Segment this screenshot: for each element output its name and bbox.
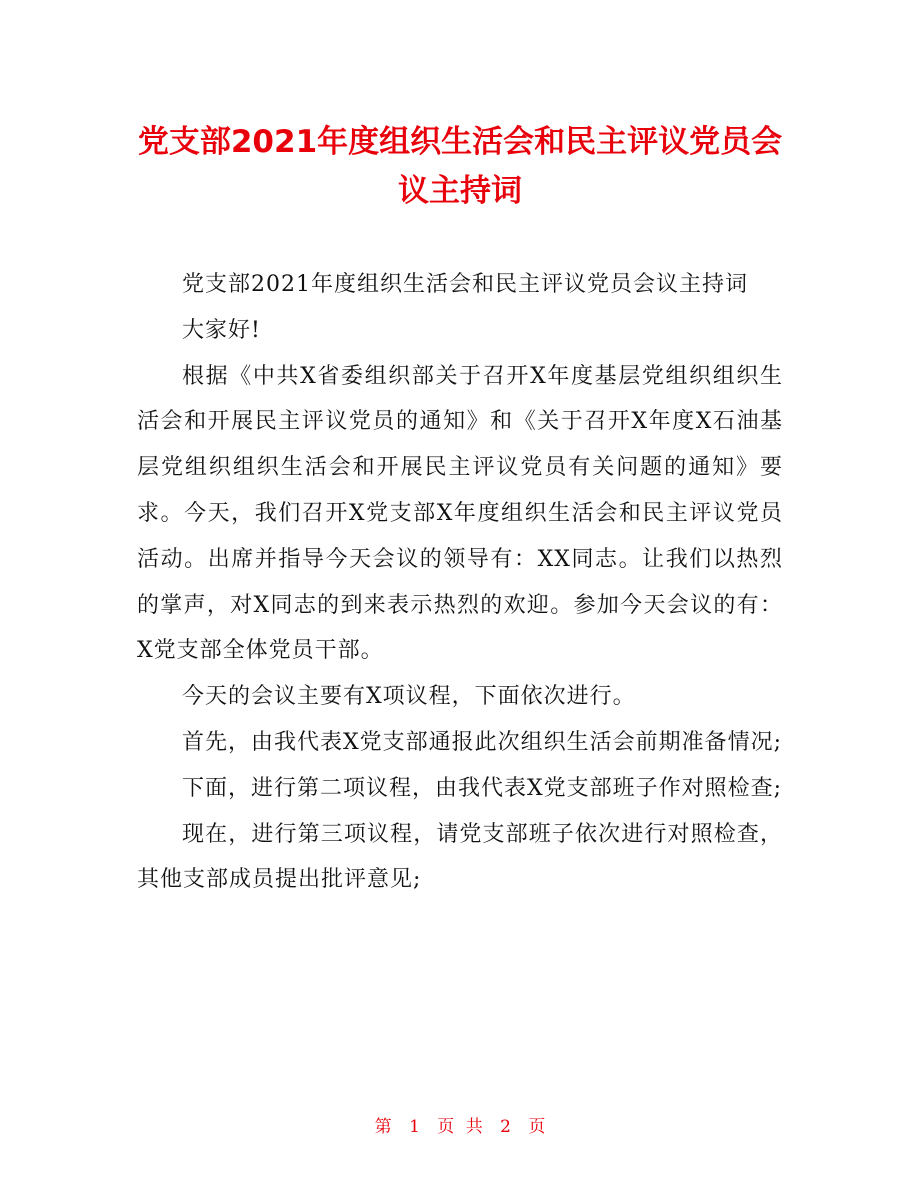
page-label-mid: 页 共 [437, 1117, 483, 1137]
current-page-number: 1 [409, 1117, 420, 1137]
paragraph-agenda-item-3: 现在，进行第三项议程，请党支部班子依次进行对照检查，其他支部成员提出批评意见; [137, 821, 783, 893]
document-title [110, 118, 810, 216]
page-label-prefix: 第 [374, 1117, 392, 1137]
paragraph-agenda-item-2: 下面，进行第二项议程，由我代表X党支部班子作对照检查; [182, 775, 783, 801]
paragraph-agenda-item-1: 首先，由我代表X党支部通报此次组织生活会前期准备情况; [182, 729, 783, 755]
document-body [137, 262, 783, 903]
paragraph-introduction: 根据《中共X省委组织部关于召开X年度基层党组织组织生活会和开展民主评议党员的通知》和《关于召开X年度X石油基层党组织组织生活会和开展民主评议党员有关问题的通知》要求。今天，我们召开X党支部X年度组织生活会和民主评议党员活动。出席并指导今天会议的领导有：XX同志。让我们以热烈的掌声，对X同志的到来表示热烈的欢迎。参加今天会议的有：X党支部全体党员干部。 [137, 363, 783, 664]
document-title-line-1: 党支部2021年度组织生活会和民主评议党员会 [137, 124, 783, 160]
paragraph-greeting: 大家好! [182, 317, 261, 343]
document-title-line-2: 议主持词 [398, 173, 522, 209]
page-label-suffix: 页 [528, 1117, 546, 1137]
total-page-count: 2 [500, 1117, 511, 1137]
page-number-footer [0, 1112, 920, 1137]
paragraph-heading-repeat: 党支部2021年度组织生活会和民主评议党员会议主持词 [182, 272, 748, 297]
paragraph-agenda-overview: 今天的会议主要有X项议程，下面依次进行。 [182, 684, 636, 710]
